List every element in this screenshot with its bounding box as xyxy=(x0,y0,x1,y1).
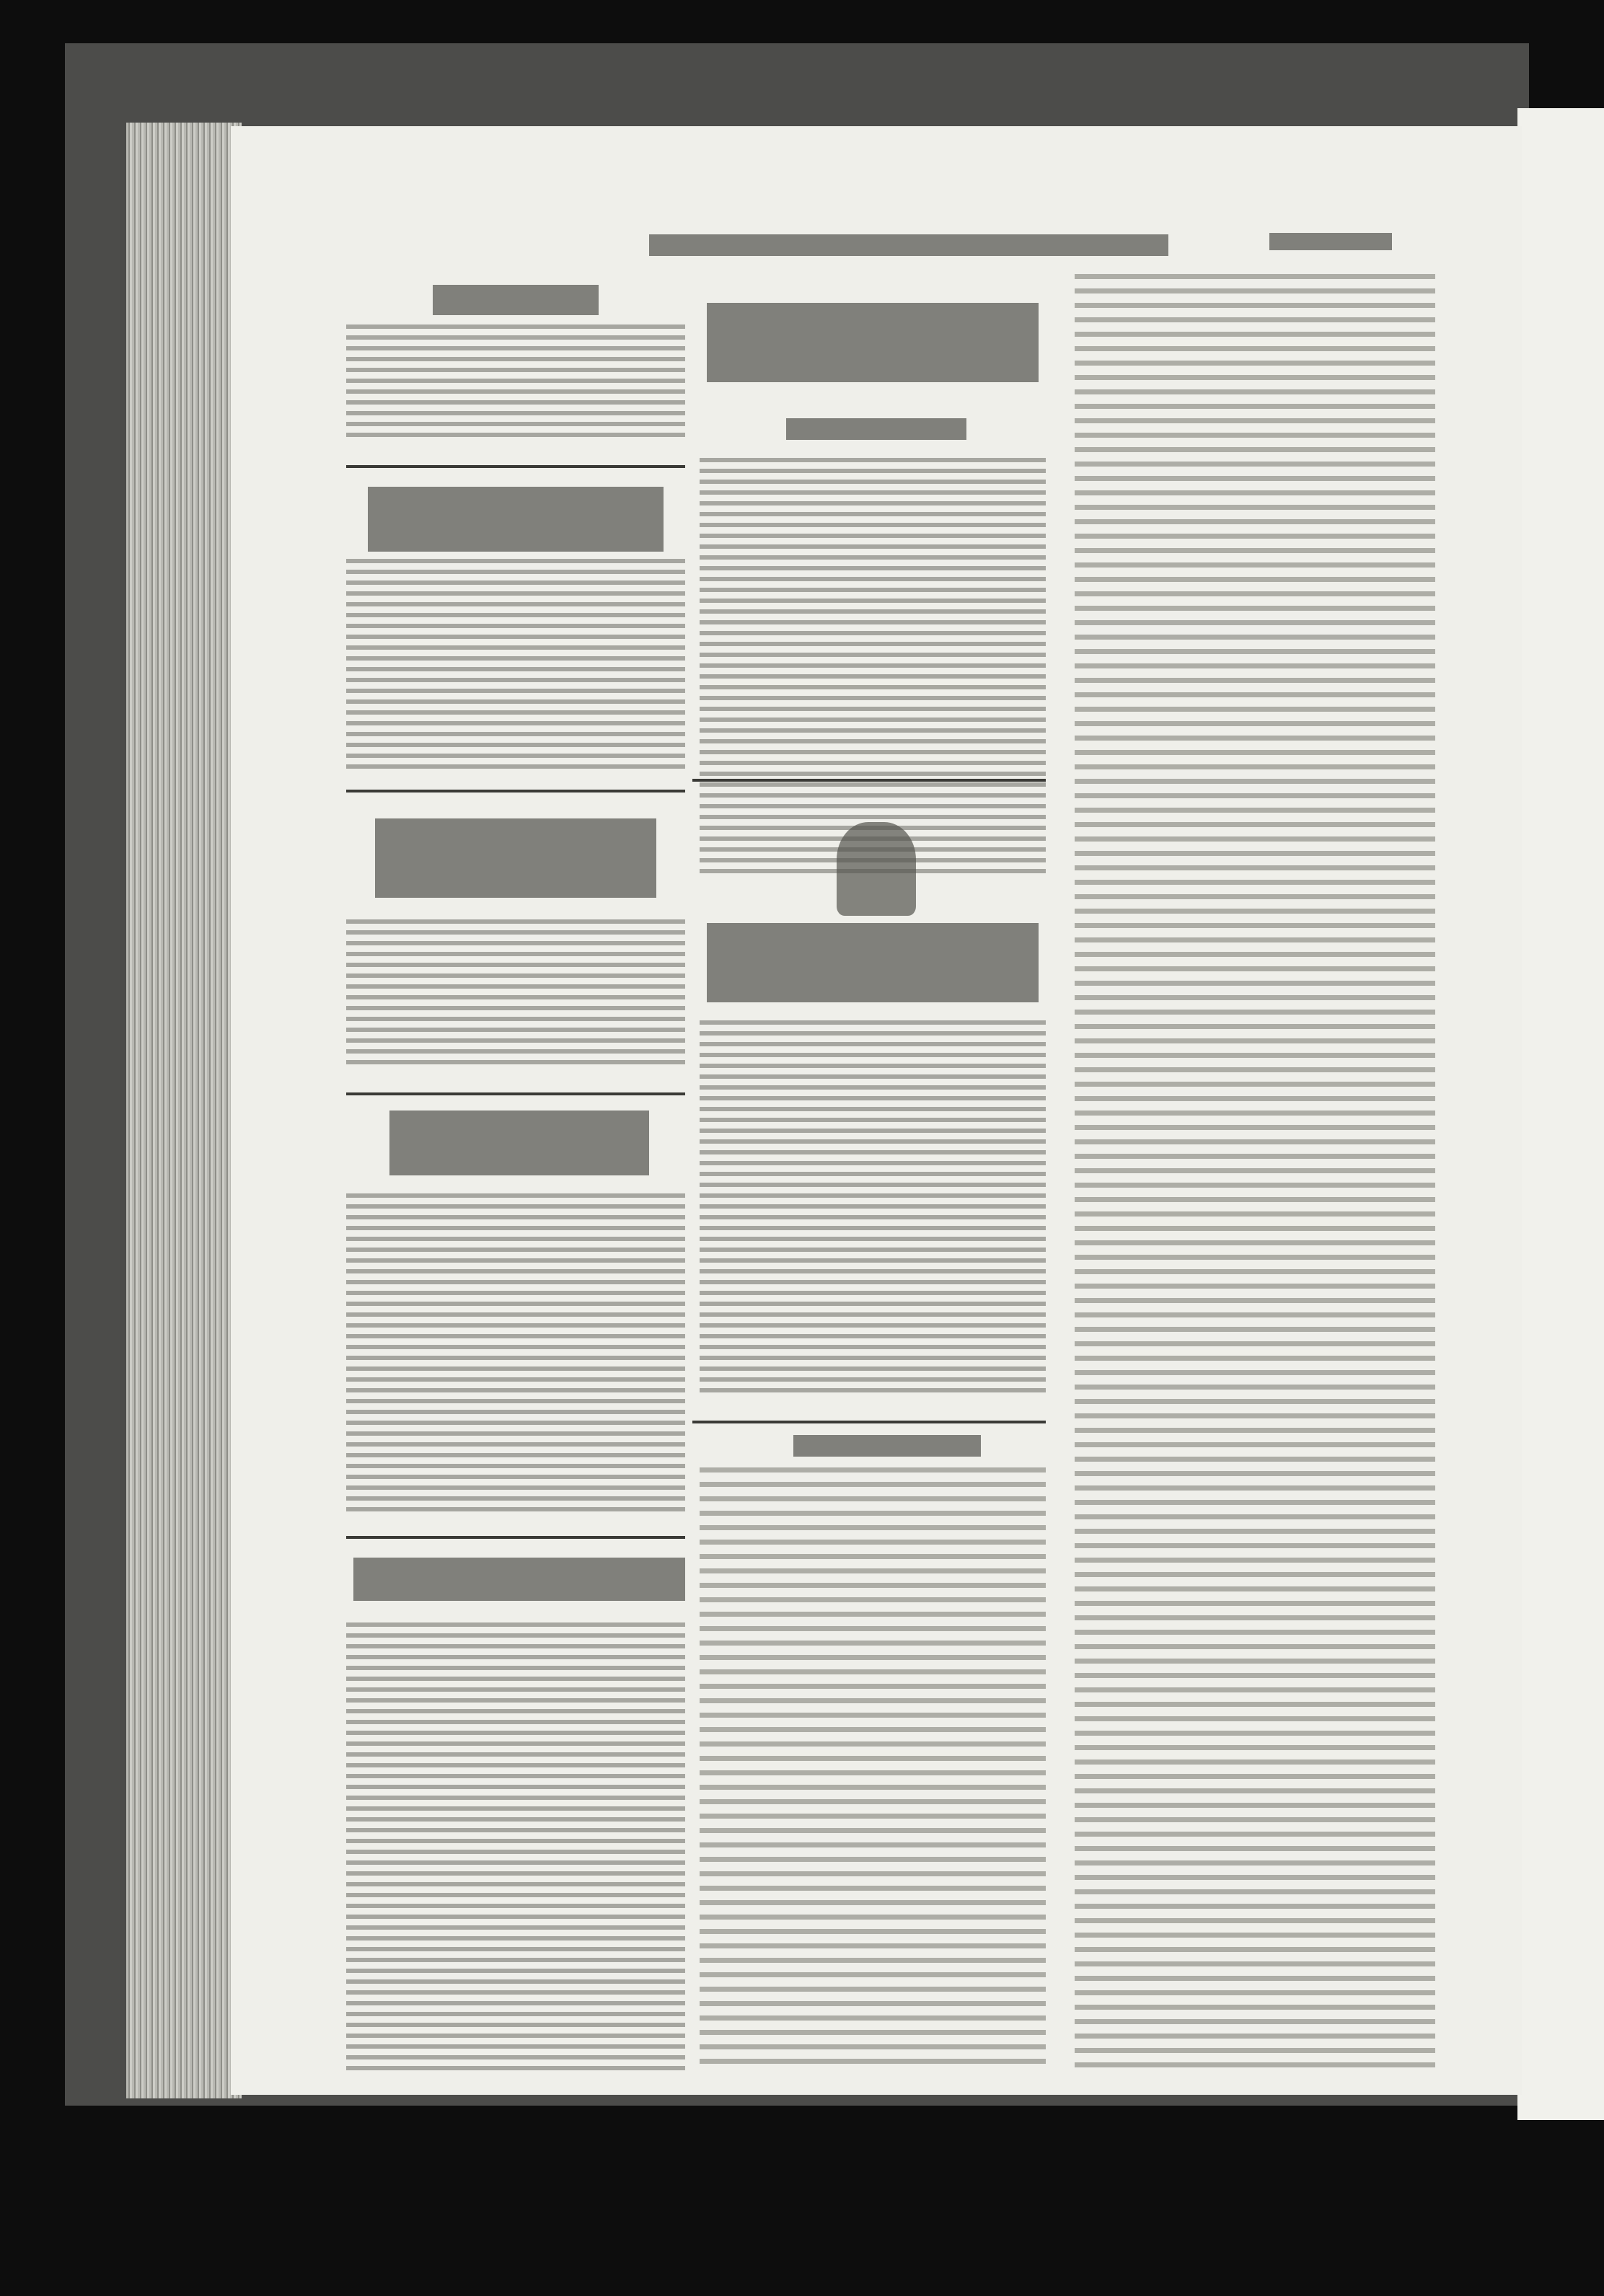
column-rule xyxy=(346,465,685,468)
facing-page xyxy=(1517,108,1604,2120)
tenders-heading xyxy=(433,285,599,315)
masthead xyxy=(649,234,1168,256)
board-of-education-body xyxy=(700,458,1046,876)
builders-heading xyxy=(375,818,656,898)
sealed-tenders-heading xyxy=(368,487,664,552)
tenders-body xyxy=(346,324,685,440)
tenders-wanted-body xyxy=(346,1622,685,2077)
issue-date xyxy=(1269,233,1392,250)
slating-heading xyxy=(707,923,1039,1002)
contracts-open-heading xyxy=(793,1435,981,1457)
tenders-wanted-heading xyxy=(353,1558,685,1601)
column-rule xyxy=(346,1092,685,1095)
debentures-heading xyxy=(389,1111,649,1175)
board-of-education-heading xyxy=(707,303,1039,382)
column-rule xyxy=(346,1536,685,1539)
newspaper-page xyxy=(231,126,1522,2095)
column-rule xyxy=(692,1421,1046,1423)
builders-body xyxy=(346,919,685,1071)
city-crest-icon xyxy=(837,822,916,916)
contracts-open-body xyxy=(700,1467,1046,2066)
sealed-tenders-body xyxy=(346,559,685,775)
slating-body xyxy=(700,1020,1046,1395)
news-column xyxy=(1075,274,1435,2070)
tenders-wanted-subheading xyxy=(786,418,966,440)
column-rule xyxy=(692,779,1046,782)
column-rule xyxy=(346,790,685,792)
debentures-body xyxy=(346,1193,685,1518)
page-edges xyxy=(126,123,242,2098)
